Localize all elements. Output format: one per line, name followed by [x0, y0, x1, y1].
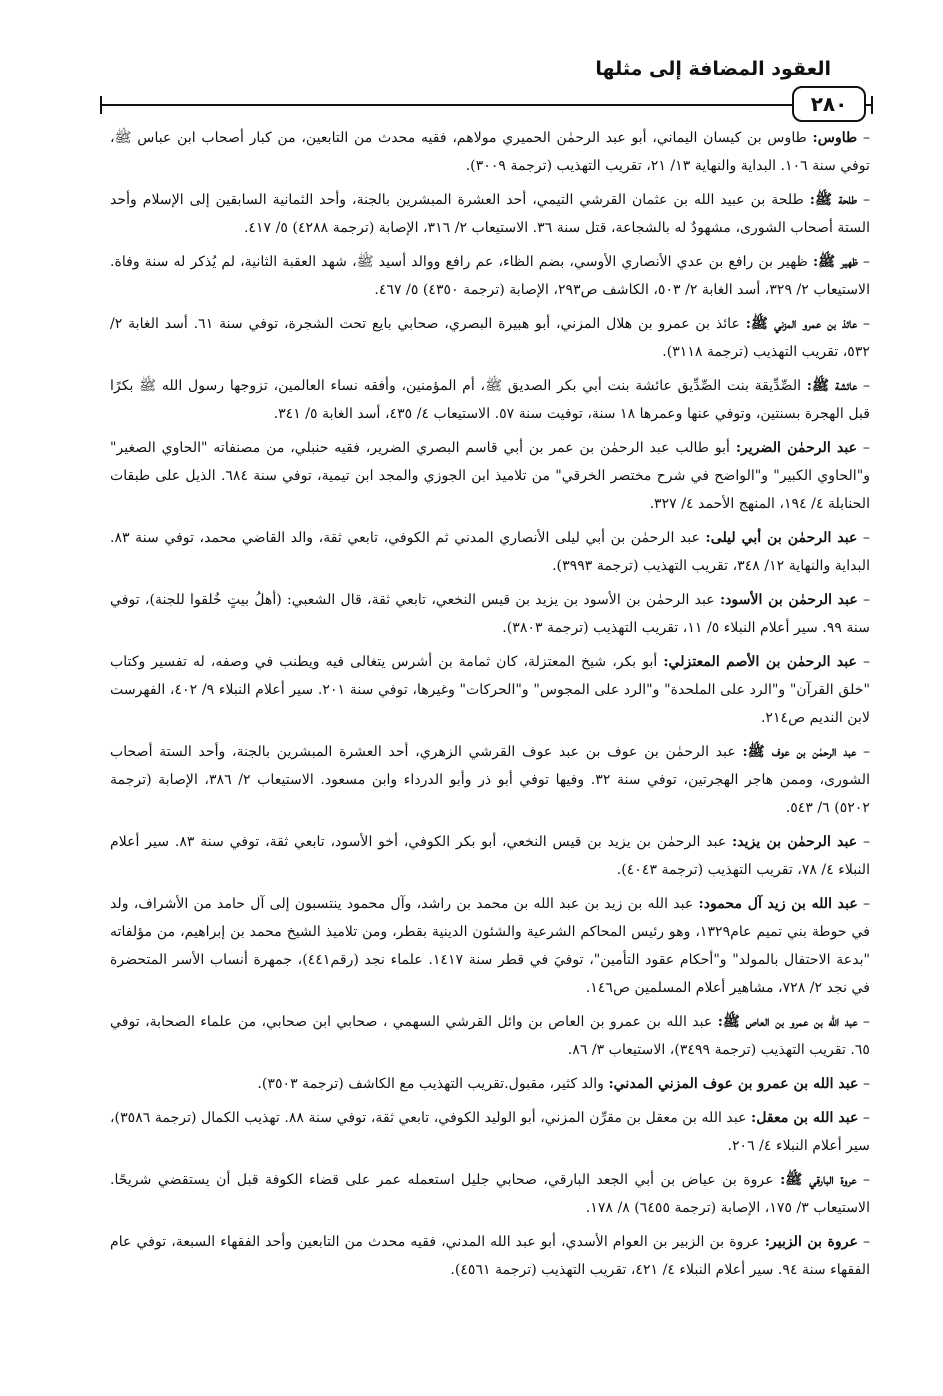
entry-text: عروة بن الزبير بن العوام الأسدي، أبو عبد الله المدني، فقيه محدث من التابعين وأحد الفقهاء السبعة، توفي عام الفقهاء سنة ٩٤. سير أعلام النبلاء ٤/ ٤٢١، تقريب التهذيب (ترجمة ٤٥٦١). — [110, 1234, 870, 1278]
entry-name: طلحة ﷺ: — [809, 192, 857, 208]
entry-text: طاوس بن كيسان اليماني، أبو عبد الرحمٰن الحميري مولاهم، فقيه محدث من التابعين، من كبار أصحاب ابن عباس ﷺ، توفي سنة ١٠٦. البداية والنهاية ١٣/ ٢١، تقريب التهذيب (ترجمة ٣٠٠٩). — [110, 130, 870, 174]
biography-entry-ibn-abi-layla: – عبد الرحمٰن بن أبي ليلى: عبد الرحمٰن بن أبي ليلى الأنصاري المدني ثم الكوفي، تابعي ثقة، والد القاضي محمد، توفي سنة ٨٣. البداية والنهاية ١٢/ ٣٤٨، تقريب التهذيب (ترجمة ٣٩٩٣). — [110, 530, 870, 574]
entry-name: عبد الرحمٰن بن أبي ليلى: — [705, 530, 858, 546]
header-rule-end-right — [871, 96, 873, 114]
entry-name: عبد الرحمٰن الضرير: — [735, 440, 858, 456]
entry-name: عبد الرحمٰن بن الأسود: — [719, 592, 858, 608]
biography-entry-urwa-zubayr: – عروة بن الزبير: عروة بن الزبير بن العوام الأسدي، أبو عبد الله المدني، فقيه محدث من التابعين وأحد الفقهاء السبعة، توفي عام الفقهاء سنة ٩٤. سير أعلام النبلاء ٤/ ٤٢١، تقريب التهذيب (ترجمة ٤٥٦١). — [110, 1234, 871, 1278]
entry-text: ظهير بن رافع بن عدي الأنصاري الأوسي، بضم الظاء، عم رافع ووالد أسيد ﷺ، شهد العقبة الثانية، لم يُذكر له سنة وفاة. الاستيعاب ٢/ ٣٢٩، أسد الغابة ٢/ ٥٠٣، الكاشف ص٢٩٣، الإصابة (ترجمة ٤٣٥٠) ٥/ ٤٦٧. — [110, 254, 870, 298]
entry-name: عائشة ﷺ: — [806, 378, 858, 394]
biography-entry-ibn-maqil: – عبد الله بن معقل: عبد الله بن معقل بن مقرِّن المزني، أبو الوليد الكوفي، تابعي ثقة، توفي سنة ٨٨. تهذيب الكمال (ترجمة ٣٥٨٦)، سير أعلام النبلاء ٤/ ٢٠٦. — [110, 1110, 870, 1154]
entry-name: ظهير ﷺ: — [812, 254, 858, 270]
entry-name: طاوس: — [812, 130, 858, 146]
entry-text: عبد الرحمٰن بن يزيد بن قيس النخعي، أبو بكر الكوفي، أخو الأسود، تابعي ثقة، توفي سنة ٨٣. سير أعلام النبلاء ٤/ ٧٨، تقريب التهذيب (ترجمة ٤٠٤٣). — [110, 834, 870, 878]
entry-text: أبو طالب عبد الرحمٰن بن عمر بن أبي قاسم البصري الضرير، فقيه حنبلي، من مصنفاته "الحاوي الصغير" و"الحاوي الكبير" و"الواضح في شرح مختصر الخرقي" من تلاميذ ابن الجوزي والمجد ابن تيمية، توفي سنة ٦٨٤. الذيل على طبقات الحنابلة ٤/ ١٩٤، المنهج الأحمد ٤/ ٣٢٧. — [110, 440, 871, 512]
entry-name: عائذ بن عمرو المزني ﷺ: — [745, 316, 858, 332]
entry-name: عروة البارقي ﷺ: — [780, 1172, 857, 1188]
entry-name: عبد الله بن زيد آل محمود: — [698, 896, 858, 912]
entry-text: عروة بن عياض بن أبي الجعد البارقي، صحابي جليل استعمله عمر على قضاء الكوفة قبل أن يستقضي شريحًا. الاستيعاب ٣/ ١٧٥، الإصابة (ترجمة ٦٤٥٥) ٨/ ١٧٨. — [110, 1172, 870, 1216]
entry-name: عبد الرحمٰن بن عوف ﷺ: — [742, 744, 857, 760]
biography-entry-tawus: – طاوس: طاوس بن كيسان اليماني، أبو عبد الرحمٰن الحميري مولاهم، فقيه محدث من التابعين، من كبار أصحاب ابن عباس ﷺ، توفي سنة ١٠٦. البداية والنهاية ١٣/ ٢١، تقريب التهذيب (ترجمة ٣٠٠٩). — [110, 130, 871, 174]
entry-name: عروة بن الزبير: — [764, 1234, 858, 1250]
entry-text: طلحة بن عبيد الله بن عثمان القرشي التيمي، أحد العشرة المبشرين بالجنة، وأحد الثمانية السابقين إلى الإسلام وأحد الستة أصحاب الشورى، مشهودٌ له بالشجاعة، قتل سنة ٣٦. الاستيعاب ٢/ ٣١٦، الإصابة (ترجمة ٤٢٨٨) ٥/ ٤١٧. — [110, 192, 870, 236]
book-title: العقود المضافة إلى مثلها — [595, 58, 831, 80]
biography-entry-al-asamm: – عبد الرحمٰن بن الأصم المعتزلي: أبو بكر، شيخ المعتزلة، كان ثمامة بن أشرس يتغالى فيه ويطنب في وصفه، له تفسير وكتاب "خلق القرآن" و"الرد على الملحدة" و"الرد على المجوس" و"الحركات" وغيرها، توفي سنة ٢٠١. سير أعلام النبلاء ٩/ ٤٠٢، الفهرست لابن النديم ص٢١٤. — [110, 654, 871, 726]
biography-entry-ibn-awf: – عبد الرحمٰن بن عوف ﷺ: عبد الرحمٰن بن عوف بن عبد عوف القرشي الزهري، أحد العشرة المبشرين بالجنة، وأحد الستة أصحاب الشورى، وممن هاجر الهجرتين، توفي سنة ٣٢. وفيها توفي أبو ذر وأبو الدرداء وابن مسعود. الاستيعاب ٢/ ٣٨٦، الإصابة (ترجمة ٥٢٠٢) ٦/ ٥٤٣. — [110, 744, 870, 816]
entry-name: عبد الرحمٰن بن يزيد: — [732, 834, 858, 850]
header-rule-end-left — [100, 96, 102, 114]
biography-entry-al-mahmud: – عبد الله بن زيد آل محمود: عبد الله بن زيد بن عبد الله بن محمد بن راشد، وآل محمود ينتسبون إلى آل حامد من الأشراف، ولد في حوطة بني تميم عام١٣٢٩، وهو رئيس المحاكم الشرعية والشئون الدينية بقطر، ومن تلاميذ الشيخ محمد بن إبراهيم، من مؤلفاته "بدعة الاحتفال بالمولد" و"أحكام عقود التأمين"، توفيَ في قطر سنة ١٤١٧. علماء نجد (رقم٤٤١)، جمهرة أنساب الأسر المتحضرة في نجد ٢/ ٧٢٨، مشاهير أعلام المسلمين ص١٤٦. — [110, 896, 871, 996]
biography-entry-ibn-al-aswad: – عبد الرحمٰن بن الأسود: عبد الرحمٰن بن الأسود بن يزيد بن قيس النخعي، تابعي ثقة، قال الشعبي: (أهلُ بيتٍ خُلقوا للجنة)، توفي سنة ٩٩. سير أعلام النبلاء ٥/ ١١، تقريب التهذيب (ترجمة ٣٨٠٣). — [110, 592, 871, 636]
biography-entry-ibn-amr-muzani: – عبد الله بن عمرو بن عوف المزني المدني: والد كثير، مقبول.تقريب التهذيب مع الكاشف (ترجمة ٣٥٠٣). — [257, 1076, 870, 1092]
entry-text: أبو بكر، شيخ المعتزلة، كان ثمامة بن أشرس يتغالى فيه ويطنب في وصفه، له تفسير وكتاب "خلق القرآن" و"الرد على الملحدة" و"الرد على المجوس" و"الحركات" وغيرها، توفي سنة ٢٠١. سير أعلام النبلاء ٩/ ٤٠٢، الفهرست لابن النديم ص٢١٤. — [110, 654, 871, 726]
entry-text: عبد الرحمٰن بن الأسود بن يزيد بن قيس النخعي، تابعي ثقة، قال الشعبي: (أهلُ بيتٍ خُلقوا للجنة)، توفي سنة ٩٩. سير أعلام النبلاء ٥/ ١١، تقريب التهذيب (ترجمة ٣٨٠٣). — [110, 592, 870, 636]
entry-name: عبد الرحمٰن بن الأصم المعتزلي: — [663, 654, 857, 670]
entry-text: عبد الله بن عمرو بن العاص بن وائل القرشي السهمي ، صحابي ابن صحابي، من علماء الصحابة، توفي ٦٥. تقريب التهذيب (ترجمة ٣٤٩٩)، الاستيعاب ٣/ ٨٦. — [110, 1014, 870, 1058]
entry-text: عبد الله بن معقل بن مقرِّن المزني، أبو الوليد الكوفي، تابعي ثقة، توفي سنة ٨٨. تهذيب الكمال (ترجمة ٣٥٨٦)، سير أعلام النبلاء ٤/ ٢٠٦. — [110, 1110, 870, 1154]
entry-text: الصِّدِّيقة بنت الصِّدِّيق عائشة بنت أبي بكر الصديق ﷺ، أم المؤمنين، وأفقه نساء العالمين، تزوجها رسول الله ﷺ بكرًا قبل الهجرة بسنتين، وتوفي عنها وعمرها ١٨ سنة، توفيت سنة ٥٧. الاستيعاب ٤/ ٤٣٥، أسد الغابة ٥/ ٣٤١. — [110, 378, 870, 422]
biography-entry-talha: – طلحة ﷺ: طلحة بن عبيد الله بن عثمان القرشي التيمي، أحد العشرة المبشرين بالجنة، وأحد الثمانية السابقين إلى الإسلام وأحد الستة أصحاب الشورى، مشهودٌ له بالشجاعة، قتل سنة ٣٦. الاستيعاب ٢/ ٣١٦، الإصابة (ترجمة ٤٢٨٨) ٥/ ٤١٧. — [110, 192, 870, 236]
entry-text: عائذ بن عمرو بن هلال المزني، أبو هبيرة البصري، صحابي بايع تحت الشجرة، توفي سنة ٦١. أسد الغابة ٢/ ٥٣٢، تقريب التهذيب (ترجمة ٣١١٨). — [110, 316, 870, 360]
entry-text: عبد الله بن زيد بن عبد الله بن محمد بن راشد، وآل محمود ينتسبون إلى آل حامد من الأشراف، ولد في حوطة بني تميم عام١٣٢٩، وهو رئيس المحاكم الشرعية والشئون الدينية بقطر، ومن تلاميذ الشيخ محمد بن إبراهيم، من مؤلفاته "بدعة الاحتفال بالمولد" و"أحكام عقود التأمين"، توفيَ في قطر سنة ١٤١٧. علماء نجد (رقم٤٤١)، جمهرة أنساب الأسر المتحضرة في نجد ٢/ ٧٢٨، مشاهير أعلام المسلمين ص١٤٦. — [110, 896, 870, 996]
biography-entry-ibn-al-as: – عبد الله بن عمرو بن العاص ﷺ: عبد الله بن عمرو بن العاص بن وائل القرشي السهمي ، صحابي ابن صحابي، من علماء الصحابة، توفي ٦٥. تقريب التهذيب (ترجمة ٣٤٩٩)، الاستيعاب ٣/ ٨٦. — [110, 1014, 870, 1058]
biography-entry-abdulrahman-darir: – عبد الرحمٰن الضرير: أبو طالب عبد الرحمٰن بن عمر بن أبي قاسم البصري الضرير، فقيه حنبلي، من مصنفاته "الحاوي الصغير" و"الحاوي الكبير" و"الواضح في شرح مختصر الخرقي" من تلاميذ ابن الجوزي والمجد ابن تيمية، توفي سنة ٦٨٤. الذيل على طبقات الحنابلة ٤/ ١٩٤، المنهج الأحمد ٤/ ٣٢٧. — [110, 440, 871, 512]
biography-entry-urwa-bariqi: – عروة البارقي ﷺ: عروة بن عياض بن أبي الجعد البارقي، صحابي جليل استعمله عمر على قضاء الكوفة قبل أن يستقضي شريحًا. الاستيعاب ٣/ ١٧٥، الإصابة (ترجمة ٦٤٥٥) ٨/ ١٧٨. — [110, 1172, 871, 1216]
entry-name: عبد الله بن معقل: — [751, 1110, 859, 1126]
entry-text: عبد الرحمٰن بن عوف بن عبد عوف القرشي الزهري، أحد العشرة المبشرين بالجنة، وأحد الستة أصحاب الشورى، وممن هاجر الهجرتين، توفي سنة ٣٢. وفيها توفي أبو ذر وأبو الدرداء وابن مسعود. الاستيعاب ٢/ ٣٨٦، الإصابة (ترجمة ٥٢٠٢) ٦/ ٥٤٣. — [110, 744, 870, 816]
biography-entry-ibn-yazid: – عبد الرحمٰن بن يزيد: عبد الرحمٰن بن يزيد بن قيس النخعي، أبو بكر الكوفي، أخو الأسود، تابعي ثقة، توفي سنة ٨٣. سير أعلام النبلاء ٤/ ٧٨، تقريب التهذيب (ترجمة ٤٠٤٣). — [110, 834, 870, 878]
biography-entry-aisha: – عائشة ﷺ: الصِّدِّيقة بنت الصِّدِّيق عائشة بنت أبي بكر الصديق ﷺ، أم المؤمنين، وأفقه نساء العالمين، تزوجها رسول الله ﷺ بكرًا قبل الهجرة بسنتين، وتوفي عنها وعمرها ١٨ سنة، توفيت سنة ٥٧. الاستيعاب ٤/ ٤٣٥، أسد الغابة ٥/ ٣٤١. — [110, 378, 870, 422]
entry-name: عبد الله بن عمرو بن العاص ﷺ: — [717, 1014, 858, 1030]
biography-list — [110, 124, 870, 1290]
header-rule — [100, 104, 873, 106]
biography-entry-aidh: – عائذ بن عمرو المزني ﷺ: عائذ بن عمرو بن هلال المزني، أبو هبيرة البصري، صحابي بايع تحت الشجرة، توفي سنة ٦١. أسد الغابة ٢/ ٥٣٢، تقريب التهذيب (ترجمة ٣١١٨). — [110, 316, 870, 360]
page-number: ٢٨٠ — [792, 86, 866, 122]
entry-text: والد كثير، مقبول.تقريب التهذيب مع الكاشف (ترجمة ٣٥٠٣). — [257, 1076, 609, 1092]
biography-entry-zuhayr: – ظهير ﷺ: ظهير بن رافع بن عدي الأنصاري الأوسي، بضم الظاء، عم رافع ووالد أسيد ﷺ، شهد العقبة الثانية، لم يُذكر له سنة وفاة. الاستيعاب ٢/ ٣٢٩، أسد الغابة ٢/ ٥٠٣، الكاشف ص٢٩٣، الإصابة (ترجمة ٤٣٥٠) ٥/ ٤٦٧. — [110, 254, 870, 298]
entry-name: عبد الله بن عمرو بن عوف المزني المدني: — [608, 1076, 859, 1092]
entry-text: عبد الرحمٰن بن أبي ليلى الأنصاري المدني ثم الكوفي، تابعي ثقة، والد القاضي محمد، توفي سنة ٨٣. البداية والنهاية ١٢/ ٣٤٨، تقريب التهذيب (ترجمة ٣٩٩٣). — [110, 530, 870, 574]
